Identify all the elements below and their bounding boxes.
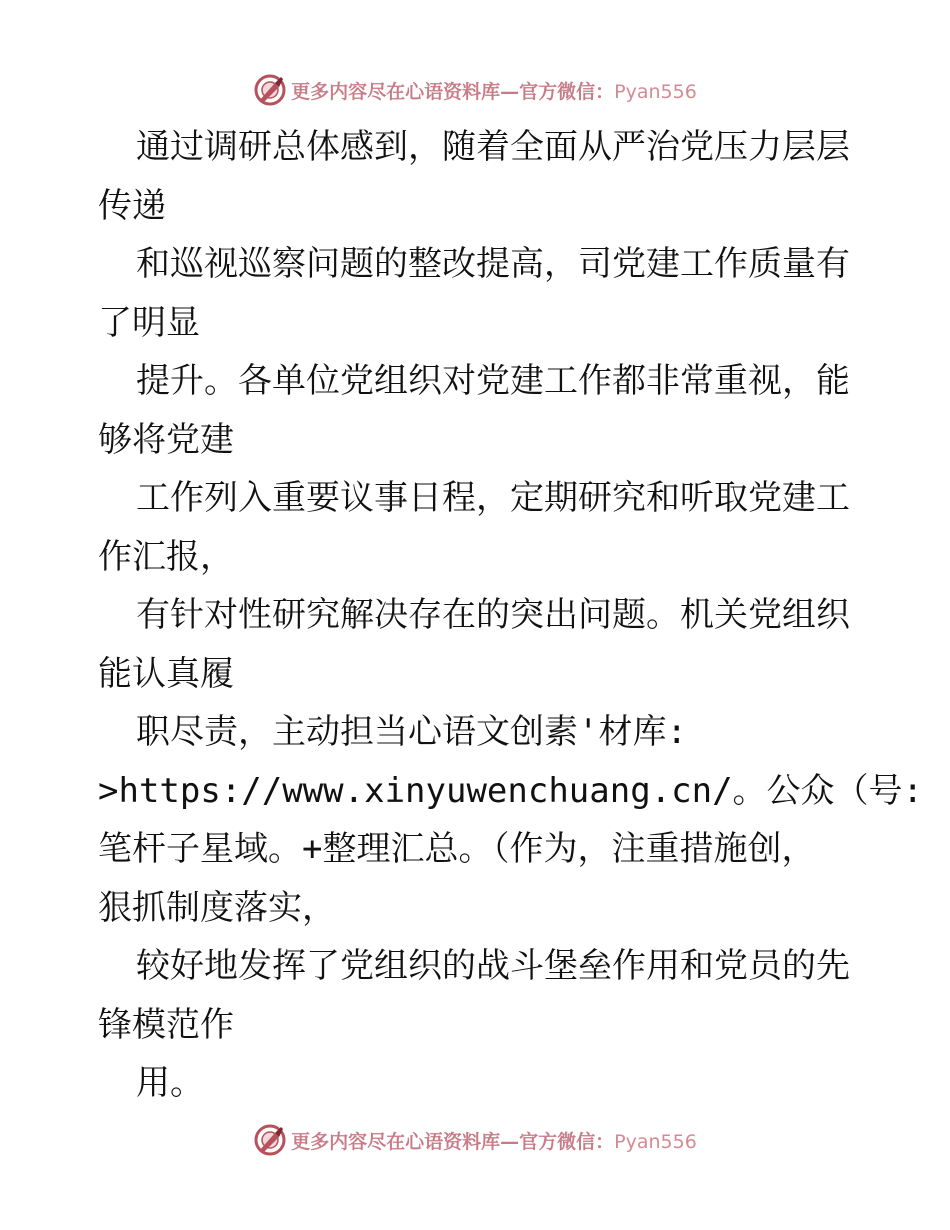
text-line: 了明显 — [98, 302, 200, 343]
document-body — [98, 118, 924, 1113]
text-line: 锋模范作 — [98, 1004, 234, 1045]
brand-logo-icon — [253, 73, 287, 107]
text-line: 笔杆子星域。+整理汇总。（作为，注重措施创， — [98, 829, 816, 869]
text-line: 用。 — [136, 1063, 204, 1103]
text-line: 较好地发挥了党组织的战斗堡垒作用和党员的先 — [136, 946, 850, 986]
text-line: 作汇报， — [98, 536, 234, 577]
brand-logo-icon — [253, 1123, 287, 1157]
text-line: 和巡视巡察问题的整改提高，司党建工作质量有 — [136, 244, 850, 284]
text-line: 传递 — [98, 185, 166, 226]
text-line: 有针对性研究解决存在的突出问题。机关党组织 — [136, 595, 850, 635]
text-line: 狠抓制度落实， — [98, 887, 336, 928]
text-line: 工作列入重要议事日程，定期研究和听取党建工 — [136, 478, 850, 518]
text-line: 能认真履 — [98, 653, 234, 694]
text-line: 够将党建 — [98, 419, 234, 460]
watermark-text: 更多内容尽在心语资料库—官方微信：Pyan556 — [291, 1130, 697, 1153]
text-line: 通过调研总体感到，随着全面从严治党压力层层 — [136, 127, 850, 167]
text-line: 职尽责，主动担当心语文创素'材库: — [136, 712, 687, 752]
text-line: >https://www.xinyuwenchuang.cn/。公众（号: — [98, 770, 924, 811]
header-watermark — [0, 70, 950, 110]
footer-watermark — [0, 1120, 950, 1160]
watermark-text: 更多内容尽在心语资料库—官方微信：Pyan556 — [291, 80, 697, 103]
text-line: 提升。各单位党组织对党建工作都非常重视，能 — [136, 361, 850, 401]
